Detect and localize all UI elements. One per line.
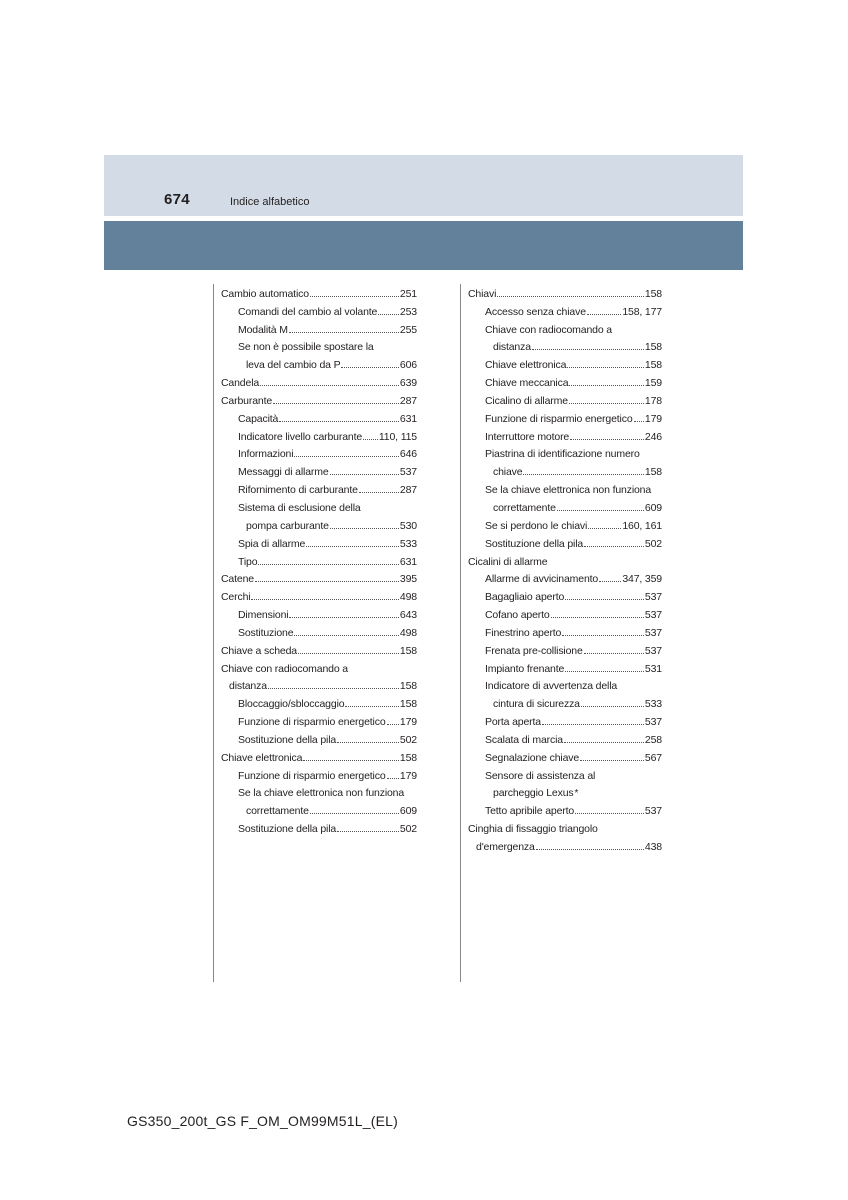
index-entry — [468, 496, 662, 514]
dot-leader — [587, 314, 621, 315]
dot-leader — [294, 635, 399, 636]
dot-leader — [258, 564, 398, 565]
index-entry — [468, 407, 662, 425]
dot-leader — [306, 546, 399, 547]
dot-leader — [588, 528, 621, 529]
index-entry-term: Sensore di assistenza al — [485, 769, 596, 782]
index-entry-page: 158 — [399, 644, 417, 657]
index-entry-term: Se la chiave elettronica non funziona — [485, 484, 652, 497]
index-entry-term: Sostituzione — [238, 626, 294, 639]
index-entry — [468, 336, 662, 354]
index-entry-term: Informazioni — [238, 448, 294, 461]
index-entry-page: 502 — [644, 537, 662, 550]
index-entry — [468, 799, 662, 817]
index-entry-page: 498 — [399, 591, 417, 604]
index-entry — [468, 621, 662, 639]
index-entry-page: 158 — [399, 680, 417, 693]
index-entry — [468, 817, 662, 835]
index-entry-term: correttamente — [246, 805, 309, 818]
index-entry-term: Spia di allarme — [238, 537, 306, 550]
index-entry-page: 530 — [399, 519, 417, 532]
dot-leader — [569, 403, 644, 404]
index-entry — [221, 532, 417, 550]
dot-leader — [575, 813, 644, 814]
index-entry-page: 438 — [644, 841, 662, 853]
index-entry-page: 537 — [644, 626, 662, 639]
index-entry-page: 158 — [399, 698, 417, 711]
index-entry-page: 502 — [399, 733, 417, 746]
index-entry — [221, 728, 417, 746]
index-entry-page: 533 — [644, 698, 662, 711]
index-entry — [221, 746, 417, 764]
index-entry-term: Sistema di esclusione della — [238, 501, 361, 514]
index-entry-page: 158 — [644, 341, 662, 354]
index-entry-term: Messaggi di allarme — [238, 466, 329, 479]
section-title: Indice alfabetico — [230, 196, 310, 208]
index-entry-page: 179 — [644, 412, 662, 425]
dot-leader — [273, 403, 399, 404]
index-entry-page: 537 — [644, 591, 662, 604]
index-column-right — [468, 282, 662, 853]
index-entry — [468, 568, 662, 586]
index-entry — [221, 336, 417, 354]
index-entry-page: 609 — [644, 501, 662, 514]
dot-leader — [345, 706, 398, 707]
index-entry — [221, 568, 417, 586]
dot-leader — [289, 617, 398, 618]
header-accent-bar — [104, 221, 743, 270]
index-entry-term: Chiave a scheda — [221, 644, 297, 657]
dot-leader — [570, 439, 644, 440]
index-entry-term: leva del cambio da P — [246, 359, 341, 372]
index-entry-page: 158 — [644, 466, 662, 479]
index-entry-term: parcheggio Lexus — [493, 787, 574, 800]
index-entry-term: Cinghia di fissaggio triangolo — [468, 823, 598, 836]
index-entry-term: Chiavi — [468, 287, 497, 300]
dot-leader — [255, 581, 399, 582]
index-entry — [468, 835, 662, 853]
index-entry — [468, 353, 662, 371]
index-entry-term: Scalata di marcia — [485, 733, 563, 746]
index-entry-term: Allarme di avvicinamento — [485, 573, 599, 586]
index-entry — [221, 371, 417, 389]
index-entry-term: Chiave con radiocomando a — [221, 662, 348, 675]
index-entry-page: 631 — [399, 412, 417, 425]
index-entry-page: 160, 161 — [622, 519, 662, 532]
column-rule-right — [460, 284, 461, 982]
dot-leader — [359, 492, 399, 493]
index-entry-term: Funzione di risparmio energetico — [238, 716, 386, 729]
index-entry — [221, 300, 417, 318]
index-entry — [221, 443, 417, 461]
index-entry-term: d'emergenza — [476, 841, 535, 853]
index-entry-term: Frenata pre-collisione — [485, 644, 583, 657]
index-entry-term: Finestrino aperto — [485, 626, 562, 639]
index-entry-term: Tipo — [238, 555, 258, 568]
index-entry — [468, 282, 662, 300]
index-entry — [221, 675, 417, 693]
index-entry-page: 159 — [644, 377, 662, 390]
index-entry — [221, 407, 417, 425]
index-entry — [468, 478, 662, 496]
index-entry-term: chiave — [493, 466, 523, 479]
index-entry — [468, 728, 662, 746]
index-entry — [221, 639, 417, 657]
index-entry-term: Accesso senza chiave — [485, 305, 586, 318]
column-rule-left — [213, 284, 214, 982]
dot-leader — [569, 385, 644, 386]
index-entry-term: Bloccaggio/sbloccaggio — [238, 698, 345, 711]
index-entry — [221, 550, 417, 568]
index-entry-term: Sostituzione della pila — [238, 733, 337, 746]
index-entry-term: distanza — [493, 341, 531, 354]
index-entry-term: cintura di sicurezza — [493, 698, 580, 711]
dot-leader — [536, 849, 644, 850]
index-entry-term: Sostituzione della pila — [485, 537, 584, 550]
index-entry-term: Modalità M — [238, 323, 288, 336]
index-entry-page: 253 — [399, 305, 417, 318]
index-entry-page: 255 — [399, 323, 417, 336]
index-entry — [468, 675, 662, 693]
index-entry — [468, 585, 662, 603]
dot-leader — [580, 760, 644, 761]
dot-leader — [562, 635, 644, 636]
index-entry-page: 533 — [399, 537, 417, 550]
index-entry-term: Sostituzione della pila — [238, 823, 337, 836]
index-entry-term: Dimensioni — [238, 609, 289, 622]
index-entry — [221, 353, 417, 371]
index-entry-page: 609 — [399, 805, 417, 818]
index-entry — [468, 692, 662, 710]
index-entry-page: 537 — [644, 644, 662, 657]
dot-leader — [523, 474, 643, 475]
index-entry-term: Porta aperta — [485, 716, 541, 729]
index-entry — [221, 692, 417, 710]
index-entry — [221, 282, 417, 300]
index-entry — [221, 782, 417, 800]
dot-leader — [330, 528, 399, 529]
index-entry-term: Cerchi — [221, 591, 251, 604]
index-entry-page: 158 — [399, 751, 417, 764]
index-entry-page: 531 — [644, 662, 662, 675]
dot-leader — [497, 296, 644, 297]
dot-leader — [387, 778, 399, 779]
dot-leader — [268, 688, 399, 689]
dot-leader — [567, 367, 644, 368]
index-column-left — [221, 282, 417, 835]
dot-leader — [341, 367, 398, 368]
index-entry — [221, 318, 417, 336]
document-code: GS350_200t_GS F_OM_OM99M51L_(EL) — [127, 1113, 398, 1129]
index-entry-page: 287 — [399, 394, 417, 407]
dot-leader — [251, 599, 398, 600]
index-entry — [468, 710, 662, 728]
index-entry — [468, 550, 662, 568]
index-entry — [468, 389, 662, 407]
index-entry — [468, 603, 662, 621]
index-entry-page: 395 — [399, 573, 417, 586]
index-entry-term: pompa carburante — [246, 519, 329, 532]
dot-leader — [551, 617, 644, 618]
index-entry-page: 537 — [399, 466, 417, 479]
index-entry — [221, 710, 417, 728]
index-entry — [221, 478, 417, 496]
index-entry — [221, 460, 417, 478]
index-entry-term: Bagagliaio aperto — [485, 591, 565, 604]
index-entry — [468, 300, 662, 318]
index-entry-term: Cicalino di allarme — [485, 394, 568, 407]
dot-leader — [564, 742, 644, 743]
dot-leader — [303, 760, 399, 761]
dot-leader — [337, 742, 399, 743]
index-entry — [468, 371, 662, 389]
header-band — [104, 155, 743, 216]
index-entry-term: Tetto apribile aperto — [485, 805, 575, 818]
index-entry-term: Chiave elettronica — [485, 359, 567, 372]
index-entry — [468, 443, 662, 461]
index-entry-term: Catene — [221, 573, 254, 586]
index-entry — [221, 603, 417, 621]
dot-leader — [378, 314, 399, 315]
dot-leader — [289, 332, 399, 333]
index-entry-page: 639 — [399, 377, 417, 390]
index-entry — [221, 514, 417, 532]
dot-leader — [363, 439, 378, 440]
index-entry-page: 347, 359 — [622, 573, 662, 586]
index-entry-term: Candela — [221, 377, 260, 390]
index-entry — [221, 657, 417, 675]
index-entry — [468, 318, 662, 336]
index-entry — [221, 496, 417, 514]
dot-leader — [532, 349, 644, 350]
dot-leader — [565, 671, 644, 672]
dot-leader — [260, 385, 399, 386]
index-entry-page: 606 — [399, 359, 417, 372]
index-entry-term: Capacità — [238, 412, 279, 425]
index-entry-term: Comandi del cambio al volante — [238, 305, 378, 318]
index-entry-term: Cofano aperto — [485, 609, 550, 622]
index-entry-term: correttamente — [493, 501, 556, 514]
index-entry-page: 537 — [644, 609, 662, 622]
index-entry — [221, 621, 417, 639]
index-entry-page: 631 — [399, 555, 417, 568]
dot-leader — [542, 724, 644, 725]
index-entry — [468, 657, 662, 675]
index-entry-term: Indicatore livello carburante — [238, 430, 363, 443]
index-entry — [468, 460, 662, 478]
index-entry-term: Piastrina di identificazione numero — [485, 448, 640, 461]
index-entry-page: 567 — [644, 751, 662, 764]
dot-leader — [330, 474, 399, 475]
index-entry-term: Impianto frenante — [485, 662, 565, 675]
dot-leader — [581, 706, 644, 707]
index-entry-term: Chiave elettronica — [221, 751, 303, 764]
dot-leader — [584, 653, 644, 654]
dot-leader — [279, 421, 399, 422]
index-entry — [221, 764, 417, 782]
index-entry-page: 178 — [644, 394, 662, 407]
index-entry — [221, 425, 417, 443]
index-entry — [221, 799, 417, 817]
index-entry-term: Funzione di risparmio energetico — [238, 769, 386, 782]
index-entry-term: Rifornimento di carburante — [238, 484, 358, 497]
index-entry — [468, 764, 662, 782]
index-entry-page: 258 — [644, 733, 662, 746]
index-entry — [468, 639, 662, 657]
index-entry-page: 498 — [399, 626, 417, 639]
index-entry — [468, 514, 662, 532]
index-entry-page: 287 — [399, 484, 417, 497]
index-entry — [221, 389, 417, 407]
index-entry-page: 643 — [399, 609, 417, 622]
index-entry-term: Cambio automatico — [221, 287, 309, 300]
index-entry — [468, 425, 662, 443]
index-entry — [221, 585, 417, 603]
index-entry-term: Segnalazione chiave — [485, 751, 580, 764]
index-entry-term: Se si perdono le chiavi — [485, 519, 588, 532]
index-entry-term: Carburante — [221, 394, 273, 407]
index-entry-term: Funzione di risparmio energetico — [485, 412, 633, 425]
index-entry-page: 110, 115 — [378, 430, 417, 443]
index-entry-term: Indicatore di avvertenza della — [485, 680, 618, 693]
index-entry — [221, 817, 417, 835]
dot-leader — [565, 599, 644, 600]
dot-leader — [584, 546, 644, 547]
index-entry-page: 251 — [399, 287, 417, 300]
index-entry-page: 158, 177 — [622, 305, 662, 318]
dot-leader — [310, 813, 399, 814]
index-entry — [468, 782, 662, 800]
index-entry-page: 158 — [644, 287, 662, 300]
index-entry-page: 537 — [644, 716, 662, 729]
index-entry-page: 502 — [399, 823, 417, 836]
index-entry-term: Interruttore motore — [485, 430, 570, 443]
footnote-star: * — [574, 788, 579, 800]
index-entry-page: 646 — [399, 448, 417, 461]
index-entry-term: distanza — [229, 680, 267, 693]
dot-leader — [557, 510, 644, 511]
page-number: 674 — [164, 191, 190, 208]
index-entry-page: 158 — [644, 359, 662, 372]
index-entry-page: 179 — [399, 769, 417, 782]
index-entry-term: Chiave con radiocomando a — [485, 323, 612, 336]
index-entry-term: Chiave meccanica — [485, 377, 569, 390]
dot-leader — [298, 653, 399, 654]
dot-leader — [387, 724, 399, 725]
dot-leader — [599, 581, 621, 582]
dot-leader — [337, 831, 399, 832]
index-entry-page: 537 — [644, 805, 662, 818]
index-entry-page: 246 — [644, 430, 662, 443]
dot-leader — [294, 456, 399, 457]
index-entry — [468, 746, 662, 764]
dot-leader — [310, 296, 399, 297]
dot-leader — [634, 421, 644, 422]
index-entry — [468, 532, 662, 550]
index-entry-term: Se la chiave elettronica non funziona — [238, 787, 405, 800]
index-entry-term: Se non è possibile spostare la — [238, 341, 374, 354]
index-entry-term: Cicalini di allarme — [468, 555, 548, 568]
index-entry-page: 179 — [399, 716, 417, 729]
